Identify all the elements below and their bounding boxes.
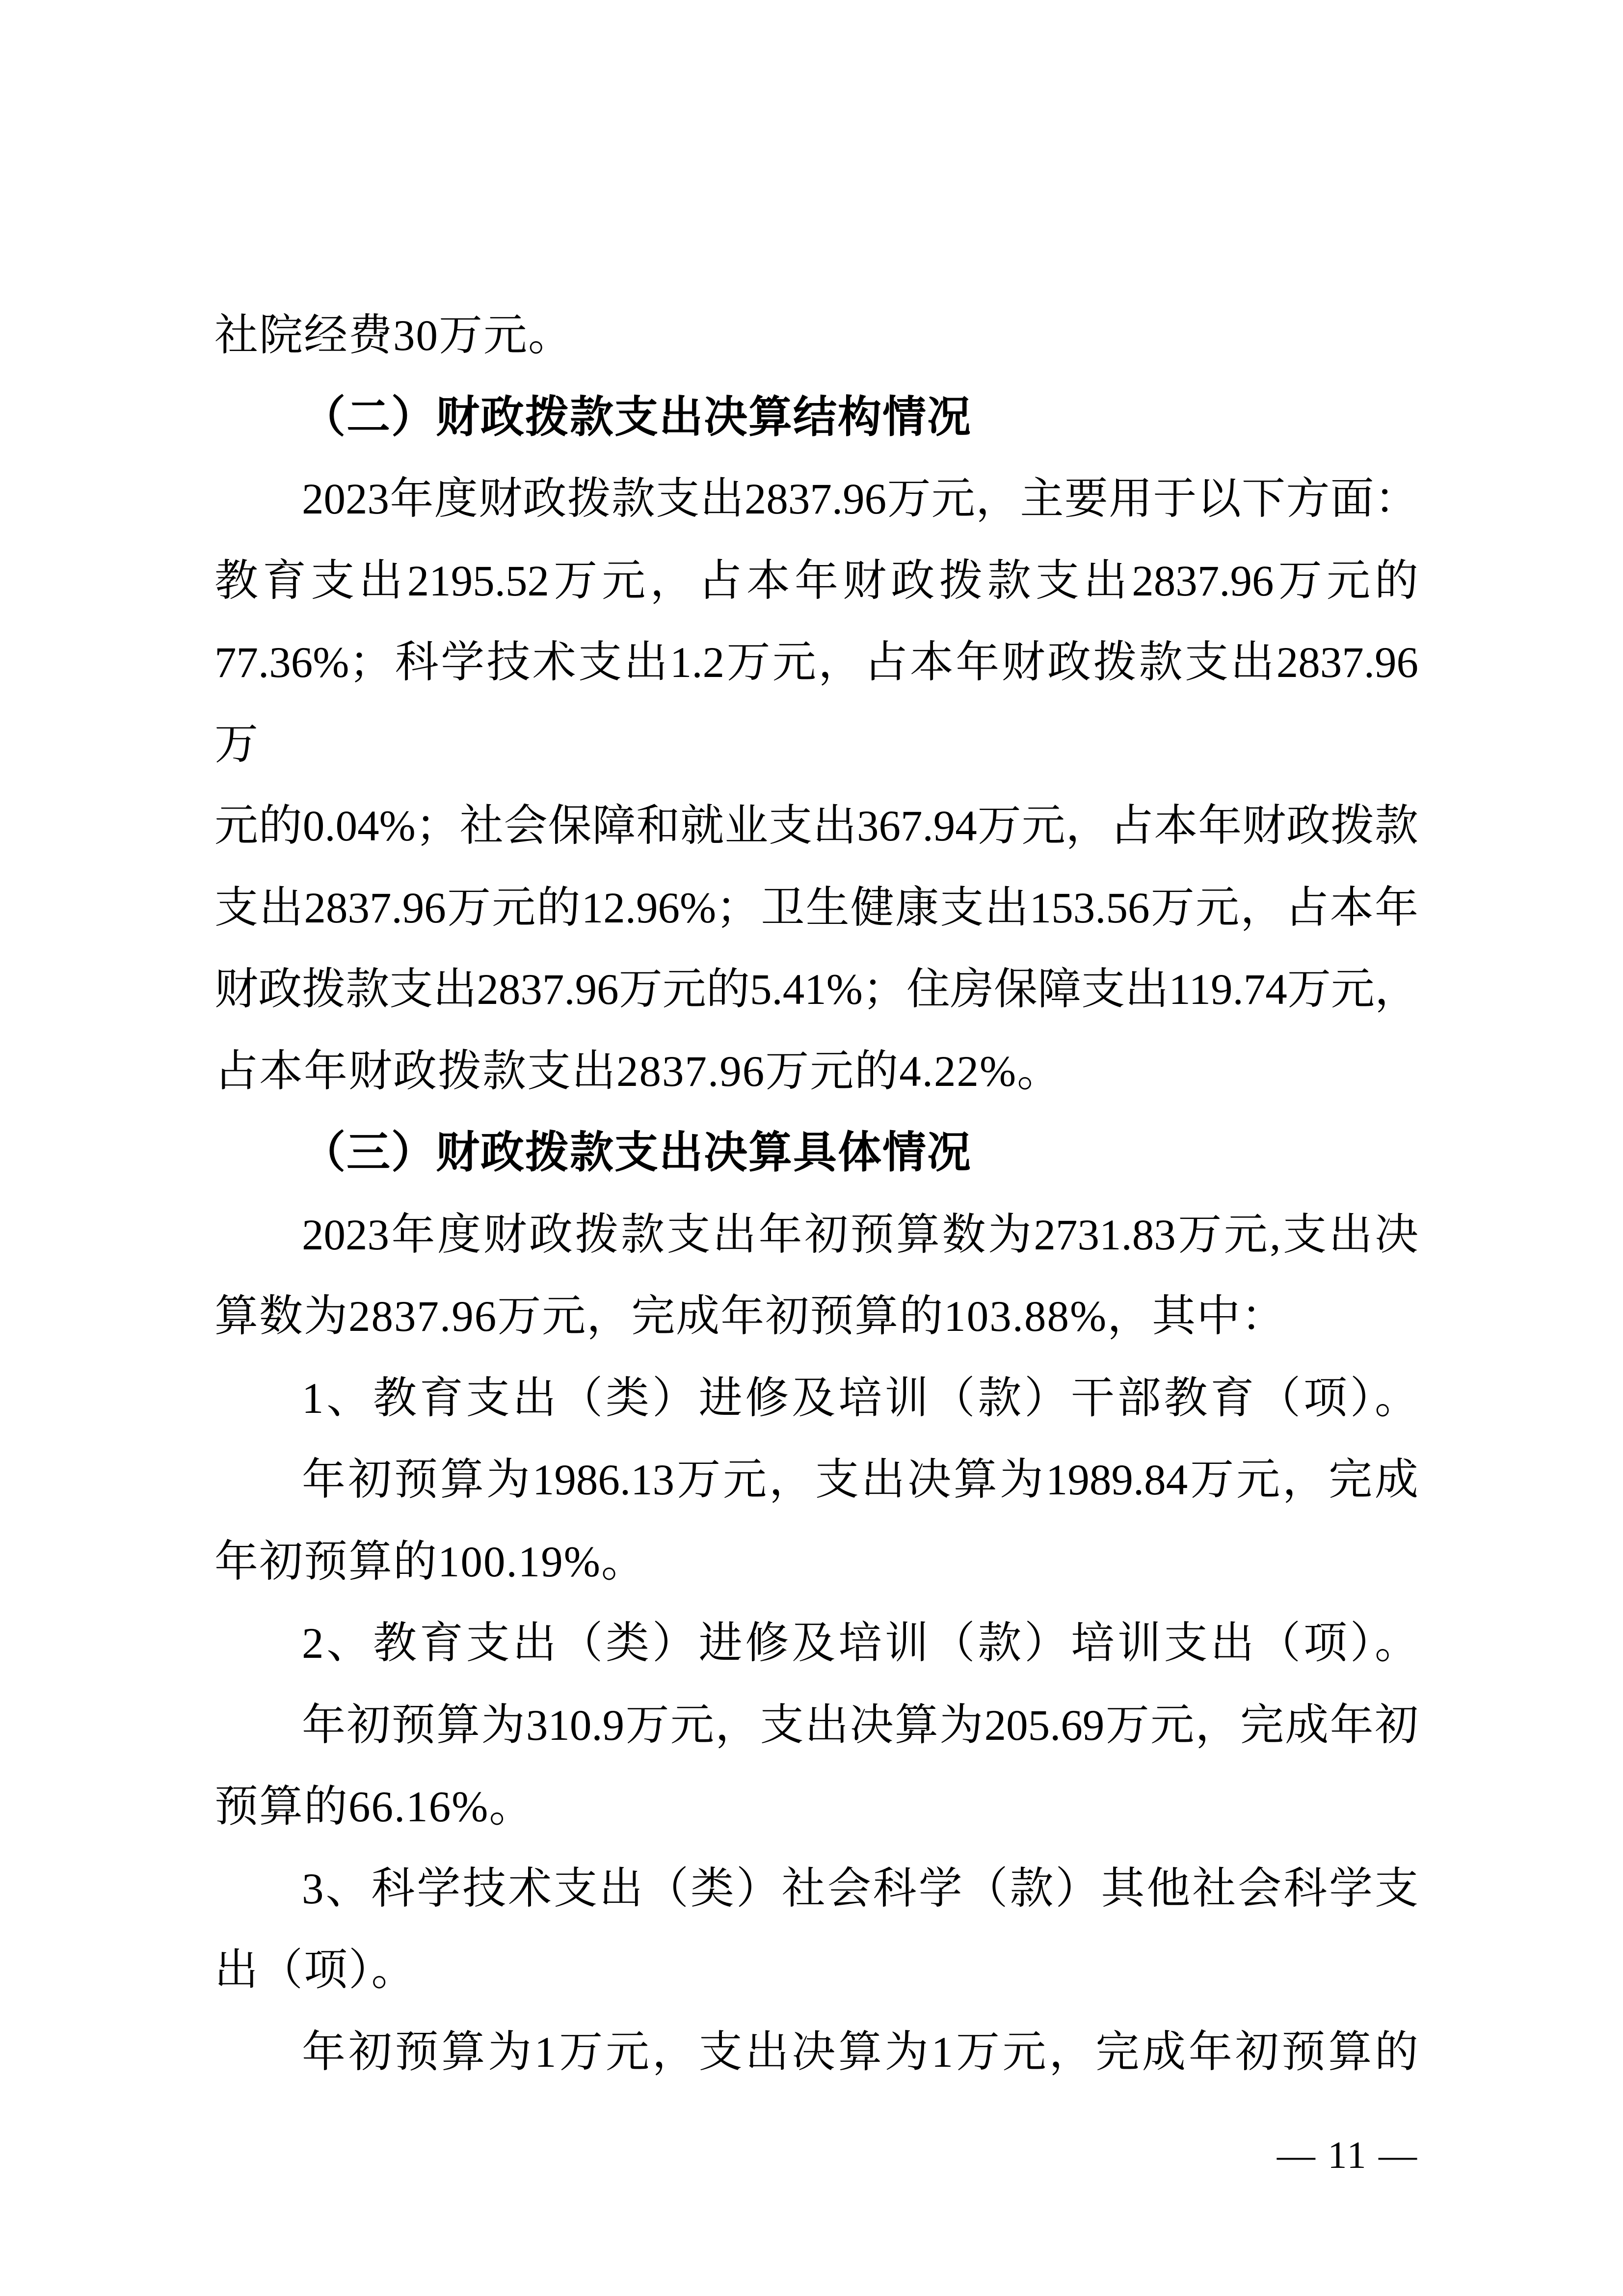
list-item-2: 2、教育支出（类）进修及培训（款）培训支出（项）。 [302,1620,1418,1668]
list-item-1: 1、教育支出（类）进修及培训（款）干部教育（项）。 [302,1374,1418,1423]
text-line: 社院经费30万元。 [214,312,573,360]
text-line: 财政拨款支出2837.96万元的5.41%；住房保障支出119.74万元， [214,966,1418,1014]
text-line: 年初预算为310.9万元，支出决算为205.69万元，完成年初 [302,1701,1418,1750]
text-line: 年初预算的100.19%。 [214,1538,646,1586]
text-line: 2023年度财政拨款支出2837.96万元，主要用于以下方面： [302,475,1418,523]
text-line: 占本年财政拨款支出2837.96万元的4.22%。 [214,1047,1062,1096]
section-heading-2: （二）财政拨款支出决算结构情况 [302,393,972,442]
list-item-3: 3、科学技术支出（类）社会科学（款）其他社会科学支 [302,1864,1418,1913]
text-line: 年初预算为1986.13万元，支出决算为1989.84万元，完成 [302,1456,1418,1504]
text-line: 算数为2837.96万元，完成年初预算的103.88%，其中： [214,1293,1286,1341]
text-line: 元的0.04%；社会保障和就业支出367.94万元，占本年财政拨款 [214,802,1418,850]
text-line: 年初预算为1万元，支出决算为1万元，完成年初预算的 [302,2028,1418,2077]
text-line: 支出2837.96万元的12.96%；卫生健康支出153.56万元，占本年 [214,884,1418,932]
section-heading-3: （三）财政拨款支出决算具体情况 [302,1129,972,1177]
text-line: 教育支出2195.52万元，占本年财政拨款支出2837.96万元的 [214,557,1418,605]
text-line: 77.36%；科学技术支出1.2万元，占本年财政拨款支出2837.96万 [214,639,1418,769]
text-line: 2023年度财政拨款支出年初预算数为2731.83万元,支出决 [302,1211,1418,1259]
text-body [214,295,1418,2093]
text-line: 出（项）。 [214,1946,416,1995]
text-line: 预算的66.16%。 [214,1783,534,1831]
page-number: — 11 — [1277,2134,1418,2176]
